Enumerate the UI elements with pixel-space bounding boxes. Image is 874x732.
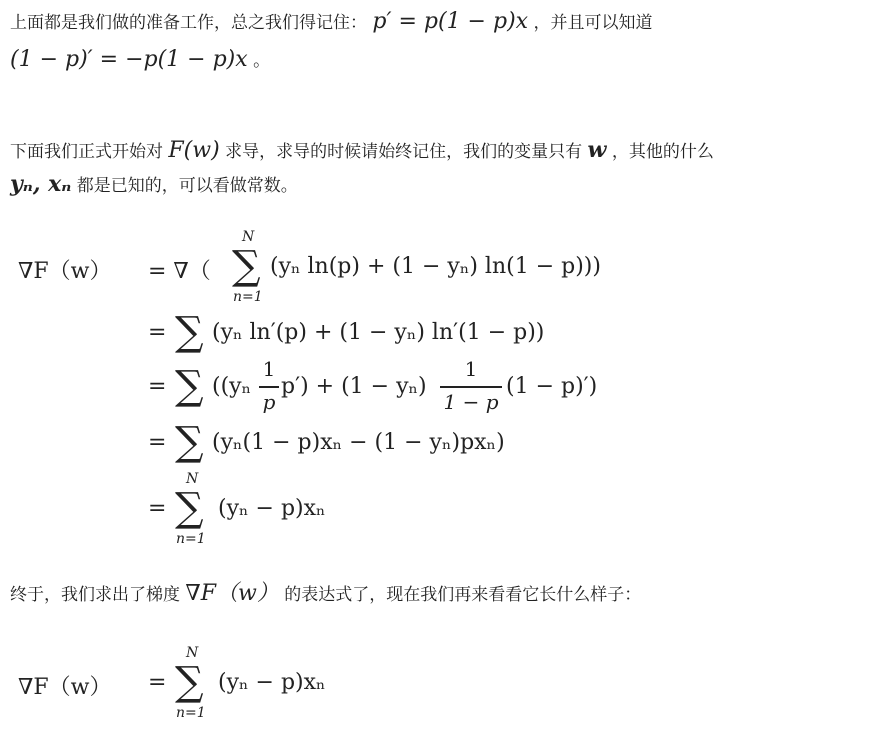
conclusion-line xyxy=(10,581,642,606)
sum-upper-1: N xyxy=(242,229,255,245)
sum-symbol-3: ∑ xyxy=(175,363,204,409)
sum-symbol-4: ∑ xyxy=(175,419,204,465)
intro-tail: ，并且可以知道 xyxy=(533,13,653,33)
sum-symbol-2: ∑ xyxy=(175,309,204,355)
deriv-intro-line-1 xyxy=(10,137,714,163)
derivation-lhs: ∇F（w） xyxy=(18,259,112,284)
sum-lower-5: n=1 xyxy=(176,531,206,547)
frac2-line xyxy=(440,386,502,388)
deriv-intro-line-2 xyxy=(10,171,298,197)
frac1-den: p xyxy=(262,390,276,414)
frac1-line xyxy=(259,386,279,388)
derivation-line-2-eq: = xyxy=(148,320,167,345)
deriv-math-a: F(w) xyxy=(168,138,220,163)
deriv-math-b: w xyxy=(587,137,607,163)
intro-line-2 xyxy=(10,47,271,72)
derivation-line-1-prefix: = ∇（ xyxy=(148,259,211,284)
frac2-den: 1 − p xyxy=(443,390,499,414)
final-sum-upper: N xyxy=(186,645,199,661)
conclusion-text-a: 终于，我们求出了梯度 xyxy=(10,585,180,605)
sum-upper-5: N xyxy=(186,471,199,487)
intro-line-1 xyxy=(10,9,653,34)
final-sum-symbol: ∑ xyxy=(175,659,204,705)
deriv-text-d: 都是已知的，可以看做常数。 xyxy=(76,176,298,196)
derivation-line-4-body: (yₙ(1 − p)xₙ − (1 − yₙ)pxₙ) xyxy=(212,430,505,455)
derivation-line-5-eq: = xyxy=(148,496,167,521)
deriv-math-c: yₙ, xₙ xyxy=(10,171,72,197)
deriv-text-a: 下面我们正式开始对 xyxy=(10,142,163,162)
deriv-text-b: 求导，求导的时候请始终记住，我们的变量只有 xyxy=(225,142,583,162)
derivation-line-3-eq: = xyxy=(148,374,167,399)
frac2-num: 1 xyxy=(464,357,478,381)
derivation-line-5-body: (yₙ − p)xₙ xyxy=(218,496,326,521)
derivation-line-2-body: (yₙ ln′(p) + (1 − yₙ) ln′(1 − p)) xyxy=(212,320,545,345)
intro-tail-2: 。 xyxy=(253,51,271,71)
derivation-line-3-a: ((yₙ xyxy=(212,374,252,399)
final-body: (yₙ − p)xₙ xyxy=(218,670,326,695)
intro-text: 上面都是我们做的准备工作，总之我们得记住： xyxy=(10,13,367,33)
conclusion-text-b: 的表达式了，现在我们再来看看它长什么样子： xyxy=(284,585,642,605)
derivation-line-4-eq: = xyxy=(148,430,167,455)
frac1-num: 1 xyxy=(262,357,276,381)
sum-symbol-5: ∑ xyxy=(175,485,204,531)
intro-formula-1: p′ = p(1 − p)x xyxy=(372,9,529,34)
sum-symbol-1: ∑ xyxy=(232,243,261,289)
intro-formula-2: (1 − p)′ = −p(1 − p)x xyxy=(10,47,248,72)
final-lhs: ∇F（w） xyxy=(18,675,112,700)
derivation-line-1-body: (yₙ ln(p) + (1 − yₙ) ln(1 − p))) xyxy=(270,254,601,279)
derivation-line-3-b: p′) + (1 − yₙ) xyxy=(281,374,427,399)
final-eq: = xyxy=(148,670,167,695)
sum-lower-1: n=1 xyxy=(233,289,263,305)
conclusion-math: ∇F（w） xyxy=(185,581,279,606)
derivation-line-3-c: (1 − p)′) xyxy=(506,374,598,399)
final-sum-lower: n=1 xyxy=(176,705,206,721)
deriv-text-c: ，其他的什么 xyxy=(611,142,714,162)
